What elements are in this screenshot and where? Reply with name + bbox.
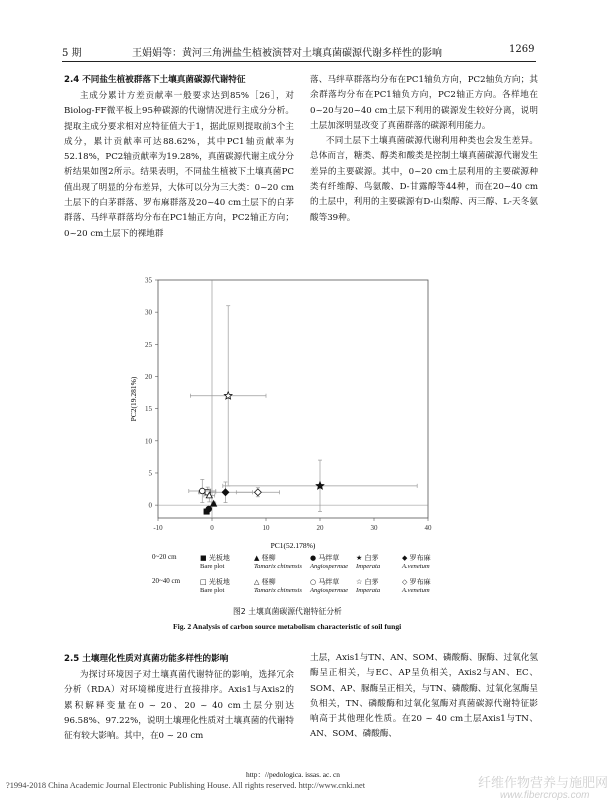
y-tick-label: 35 bbox=[145, 276, 152, 285]
issue-number: 5 期 bbox=[62, 48, 82, 59]
legend-layer-label: 0~20 cm bbox=[152, 553, 177, 561]
legend-item: ○ 马绊草 bbox=[310, 578, 340, 586]
legend-item-latin: Imperata bbox=[356, 563, 381, 570]
paragraph: 落、马绊草群落均分布在PC1轴负方向，PC2轴负方向；其余群落均分布在PC1轴负方向，PC2轴正方向。各样地在0~20与20~40 cm土层下利用的碳源发生较好分离，说明土层加深明显改变了真菌群落的碳源利用能力。 bbox=[310, 75, 538, 131]
x-tick-label: 30 bbox=[370, 524, 378, 532]
x-tick-label: 40 bbox=[424, 524, 432, 532]
paragraph: 土层，Axis1与TN、AN、SOM、磷酸酶、脲酶、过氧化氢酶呈正相关，与EC、AP呈负相关，Axis2与AN、EC、SOM、AP、脲酶呈正相关，与TN、磷酸酶、过氧化氢酶呈负相关，TN、磷酸酶和过氧化氢酶对真菌碳源代谢特征影响高于其他理化性质。在20 ~ 40 cm土层Axis1与TN、AN、SOM、磷酸酶、 bbox=[310, 653, 538, 740]
running-title: 王娟娟等：黄河三角洲盐生植被演替对土壤真菌碳源代谢多样性的影响 bbox=[132, 48, 442, 59]
y-tick-label: 15 bbox=[145, 405, 152, 414]
legend-layer-label: 20~40 cm bbox=[152, 577, 181, 585]
y-axis-label: PC2(19.281%) bbox=[129, 376, 138, 422]
legend-item-latin: Imperata bbox=[356, 587, 381, 594]
x-tick-label: 0 bbox=[210, 524, 214, 532]
legend-item-latin: A.venetum bbox=[402, 563, 430, 570]
legend-item-latin: Tamarix chinensis bbox=[254, 563, 302, 570]
legend-item-latin: Angiospermae bbox=[310, 563, 349, 570]
watermark-text: 纤维作物营养与施肥网 bbox=[478, 776, 608, 791]
legend-item: ◇ 罗布麻 bbox=[402, 578, 431, 586]
journal-url: http：//pedologica. issas. ac. cn bbox=[246, 770, 341, 779]
paragraph: 主成分累计方差贡献率一般要求达到85%［26］，对Biolog-FF微平板上95种碳源的代谢情况进行主成分分析。提取主成分要求相对应特征值大于1，据此原则提取前3个主成分，累计贡献率可达88.62%，其中PC1轴贡献率为52.18%，PC2轴贡献率为19.28%，真菌碳源代谢主成分分析结果如图2所示。结果表明，不同盐生植被下土壤真菌PC值出现了明显的分布差异，大体可以分为三大类：0~20 cm土层下的白茅群落、罗布麻群落及20~40 cm土层下的白茅群落、马绊草群落均分布在PC1轴正方向，PC2轴正方向；0~20 cm土层下的裸地群 bbox=[64, 91, 294, 239]
legend-item: △ 柽柳 bbox=[254, 578, 276, 586]
y-tick-label: 0 bbox=[148, 501, 152, 510]
plot-frame bbox=[158, 280, 428, 518]
x-axis-label: PC1(52.178%) bbox=[270, 541, 316, 550]
legend-item-latin: Bare plot bbox=[200, 563, 225, 570]
left-column-text bbox=[64, 89, 294, 242]
x-tick-label: -10 bbox=[153, 524, 163, 532]
section-2-5-heading: 2.5 土壤理化性质对真菌功能多样性的影响 bbox=[64, 654, 229, 664]
copyright-line: ?1994-2018 China Academic Journal Electronic Publishing House. All rights reserved. http://www.cnki.net bbox=[6, 781, 366, 790]
data-point-filled-diamond bbox=[222, 489, 229, 496]
legend-item-latin: A.venetum bbox=[402, 587, 430, 594]
y-tick-label: 30 bbox=[145, 308, 152, 317]
header-rule bbox=[62, 61, 536, 62]
y-tick-label: 25 bbox=[145, 340, 152, 349]
chart-marks bbox=[189, 306, 417, 514]
x-tick-label: 20 bbox=[316, 524, 324, 532]
legend-item: ■ 光板地 bbox=[200, 554, 230, 562]
data-point-filled-circle bbox=[206, 506, 212, 512]
section-2-4-heading: 2.4 不同盐生植被群落下土壤真菌碳源代谢特征 bbox=[64, 75, 246, 85]
legend-item-latin: Bare plot bbox=[200, 587, 225, 594]
pca-scatter-chart bbox=[120, 270, 460, 560]
legend-item: ◆ 罗布麻 bbox=[402, 554, 431, 562]
section-2-5-right-text bbox=[310, 651, 538, 743]
legend-item-latin: Tamarix chinensis bbox=[254, 587, 302, 594]
y-tick-label: 10 bbox=[145, 437, 152, 446]
legend-item: ☆ 白茅 bbox=[356, 578, 379, 586]
x-tick-label: 10 bbox=[262, 524, 270, 532]
legend-item: ▲ 柽柳 bbox=[254, 554, 276, 562]
y-tick-label: 5 bbox=[148, 469, 152, 478]
paragraph: 为探讨环境因子对土壤真菌代谢特征的影响，选择冗余分析（RDA）对环境梯度进行直接排序。Axis1与Axis2的累积解释变量在0 ~ 20、20 ~ 40 cm土层分别达96.58%、97.22%，说明土壤理化性质对土壤真菌的代谢特征有较大影响。其中，在0 ~ 20 cm bbox=[64, 670, 294, 742]
data-point-open-star bbox=[224, 392, 232, 399]
data-point-filled-star bbox=[316, 482, 324, 489]
legend-item-latin: Angiospermae bbox=[310, 587, 349, 594]
legend-item: □ 光板地 bbox=[200, 578, 230, 586]
watermark-url: www.fibercrops.com bbox=[500, 790, 590, 801]
figure-caption-en: Fig. 2 Analysis of carbon source metabolism characteristic of soil fungi bbox=[173, 622, 402, 631]
y-tick-label: 20 bbox=[145, 372, 152, 381]
paragraph: 不同土层下土壤真菌碳源代谢利用种类也会发生差异。总体而言，糖类、醇类和酸类是控制土壤真菌碳源代谢发生差异的主要碳源。其中，0~20 cm土层利用的主要碳源种类有纤维醇、鸟氨酸、D-甘露醇等44种，而在20~40 cm的土层中，利用的主要碳源有D-山梨醇、丙三醇、L-天冬氨酸等39种。 bbox=[310, 136, 538, 223]
legend-rows bbox=[152, 553, 452, 599]
data-point-open-diamond bbox=[255, 489, 262, 496]
chart-legend bbox=[152, 553, 452, 599]
figure-caption-cn: 图2 土壤真菌碳源代谢特征分析 bbox=[233, 607, 342, 616]
chart-axes bbox=[145, 277, 432, 533]
right-column-text bbox=[310, 73, 538, 226]
section-2-5-left-text bbox=[64, 668, 294, 744]
legend-item: ● 马绊草 bbox=[310, 554, 340, 562]
legend-item: ★ 白茅 bbox=[356, 554, 379, 562]
data-point-open-circle bbox=[199, 488, 205, 494]
page-number: 1269 bbox=[509, 44, 535, 55]
